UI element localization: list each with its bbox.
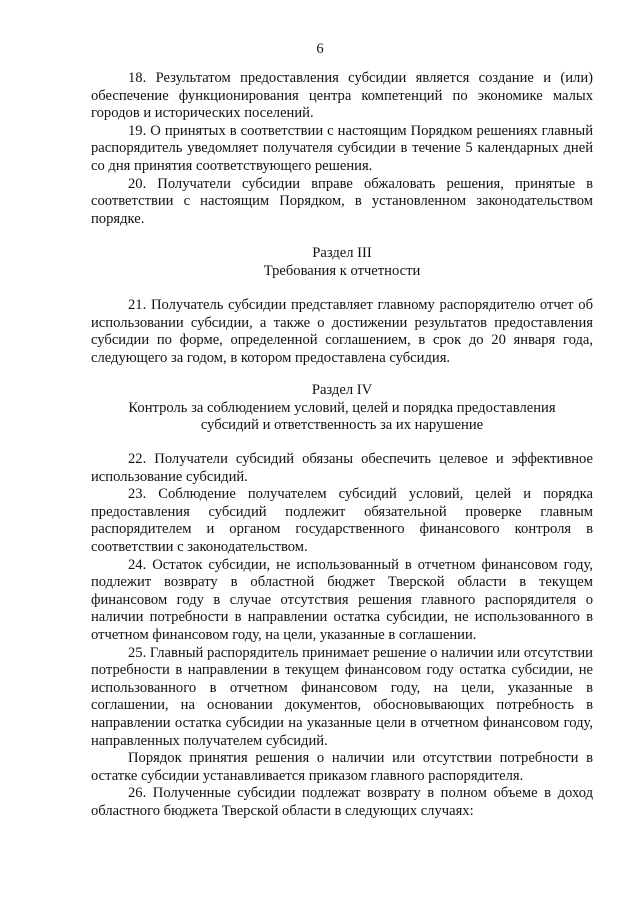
section-3-body	[91, 297, 593, 367]
paragraph-23: 23. Соблюдение получателем субсидий условий, целей и порядка предоставления субсидий подлежит обязательной проверке главным распорядителем и органом государственного финансового контроля в соответствии с законодательством.	[91, 486, 593, 555]
paragraph-24: 24. Остаток субсидии, не использованный в отчетном финансовом году, подлежит возврату в областной бюджет Тверской области в текущем финансовом году в случае отсутствия решения главного распорядителя о наличии потребности в направлении остатка субсидии, не использованного в отчетном финансовом году, на цели, указанные в соглашении.	[91, 556, 593, 643]
section-3-label: Раздел III	[312, 245, 372, 261]
page-number: 6	[316, 41, 324, 57]
paragraph-25: 25. Главный распорядитель принимает решение о наличии или отсутствии потребности в направлении в текущем финансовом году остатка субсидии, не использованного в отчетном финансовом году, на цели, указанные в соглашении, на основании документов, обосновывающих потребность в направлении остатка субсидии на указанные цели в отчетном финансовом году, направленных получателем субсидий.	[91, 644, 593, 749]
section-4-label: Раздел IV	[311, 382, 373, 398]
paragraph-25-continued: Порядок принятия решения о наличии или отсутствии потребности в остатке субсидии устанавливается приказом главного распорядителя.	[91, 750, 593, 784]
section-4-title-line1: Контроль за соблюдением условий, целей и порядка предоставления	[128, 399, 556, 416]
section-4-heading	[91, 382, 593, 435]
paragraph-19: 19. О принятых в соответствии с настоящим Порядком решениях главный распорядитель уведомляет получателя субсидии в течение 5 календарных дней со дня принятия соответствующего решения.	[91, 122, 593, 174]
top-paragraphs	[91, 70, 593, 228]
paragraph-18: 18. Результатом предоставления субсидии является создание и (или) обеспечение функционирования центра компетенций по экономике малых городов и исторических поселений.	[91, 70, 593, 122]
paragraph-26: 26. Полученные субсидии подлежат возврату в полном объеме в доход областного бюджета Тверской области в следующих случаях:	[91, 785, 593, 819]
paragraph-21: 21. Получатель субсидии представляет главному распорядителю отчет об использовании субсидии, а также о достижении результатов предоставления субсидии по форме, определенной соглашением, в срок до 20 января года, следующего за годом, в котором предоставлена субсидия.	[91, 297, 593, 366]
section-3-heading	[91, 245, 593, 280]
section-4-body	[91, 451, 593, 820]
paragraph-22: 22. Получатели субсидий обязаны обеспечить целевое и эффективное использование субсидий.	[91, 451, 593, 485]
section-3-title: Требования к отчетности	[263, 262, 421, 279]
section-4-title-line2: субсидий и ответственность за их нарушение	[200, 417, 484, 434]
paragraph-20: 20. Получатели субсидии вправе обжаловать решения, принятые в соответствии с настоящим Порядком, в установленном законодательством порядке.	[91, 175, 593, 227]
